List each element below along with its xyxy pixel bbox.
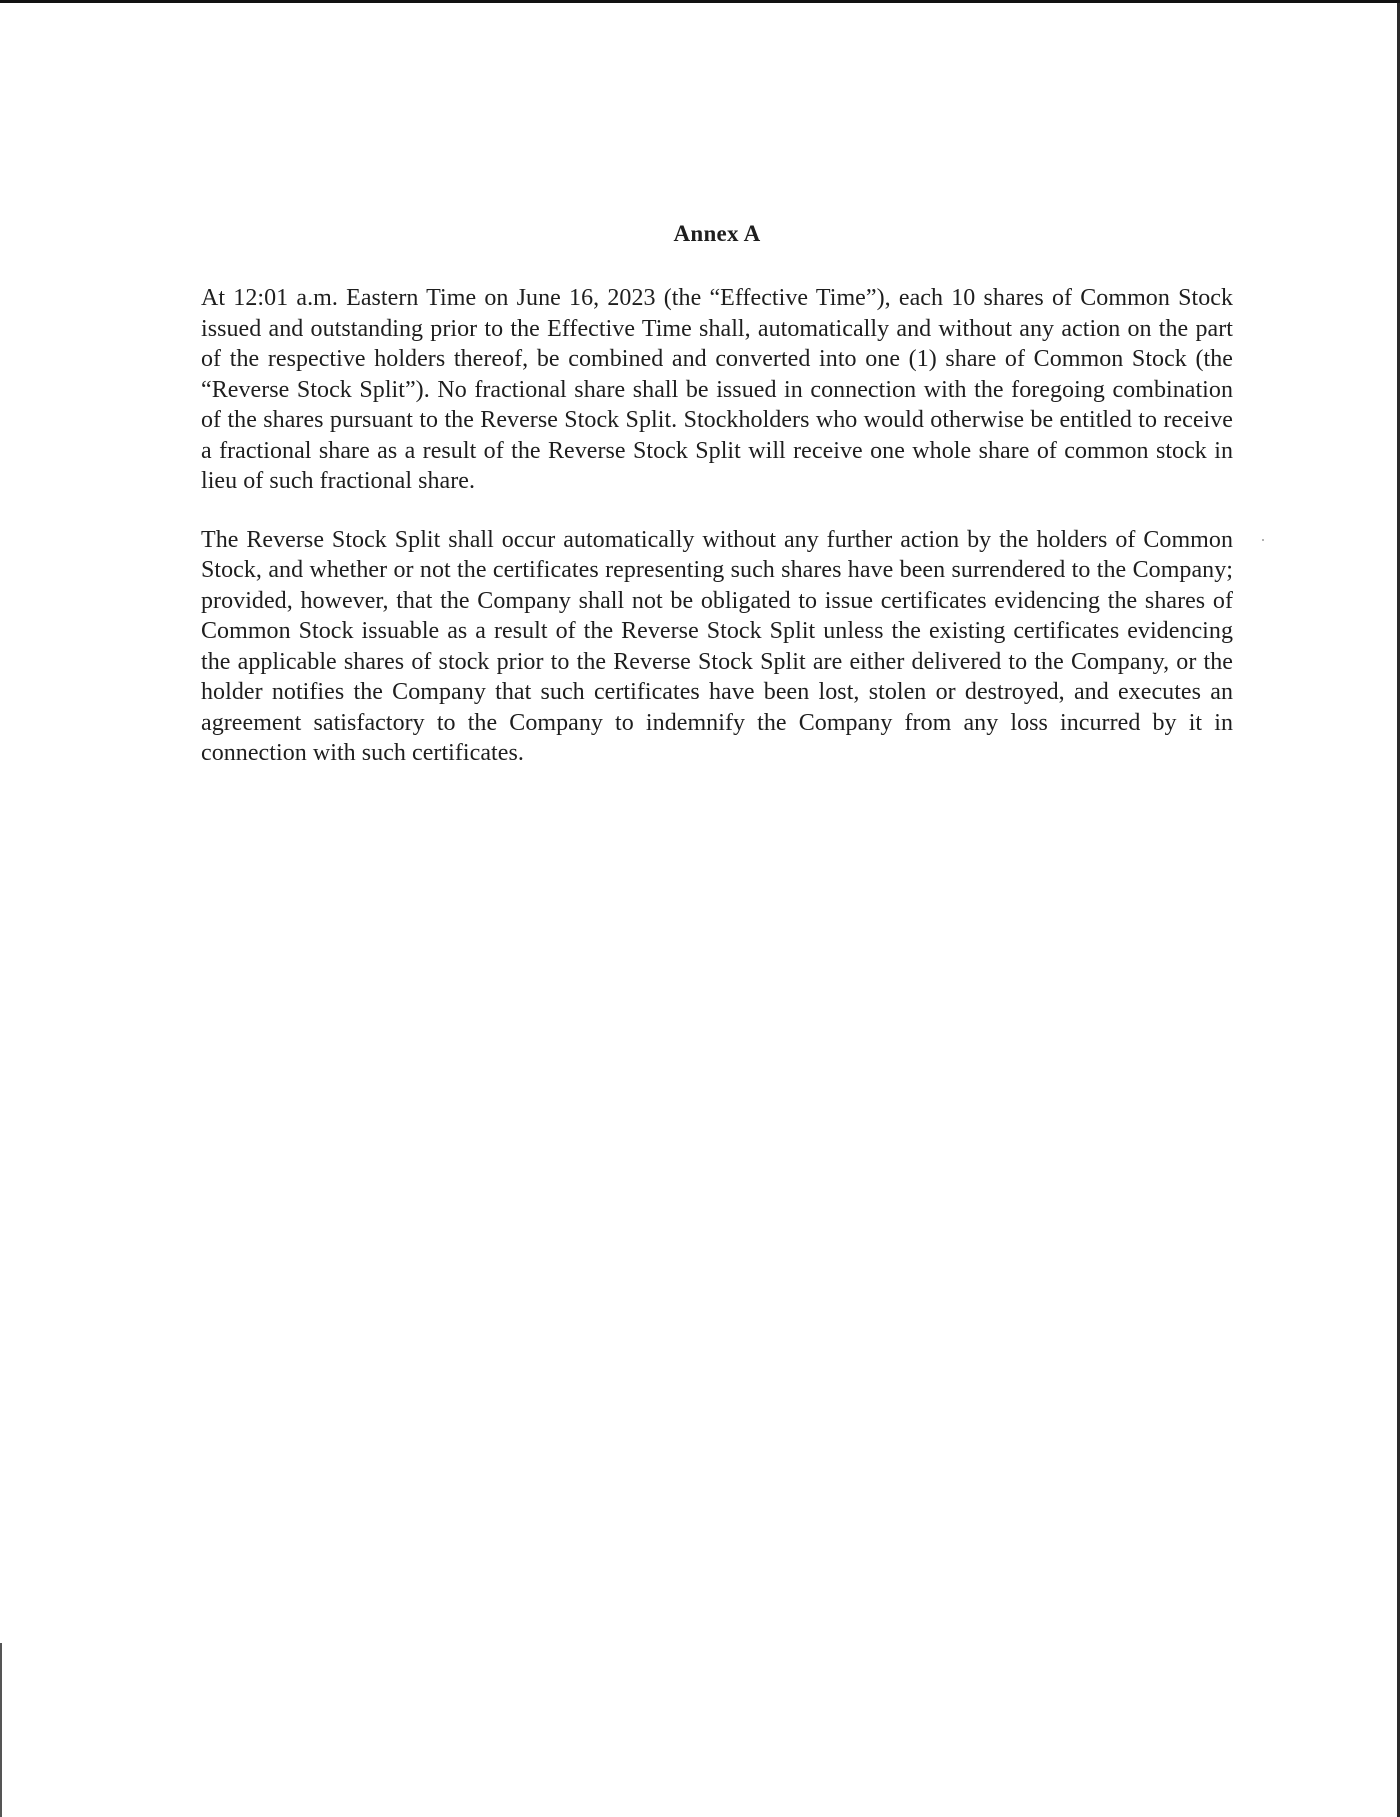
document-body	[201, 215, 1233, 797]
scan-edge-left	[0, 1643, 2, 1817]
paragraph-effective-time: At 12:01 a.m. Eastern Time on June 16, 2023 (the “Effective Time”), each 10 shares of Common Stock issued and outstanding prior to the Effective Time shall, automatically and without any action on the part of the respective holders thereof, be combined and converted into one (1) share of Common Stock (the “Reverse Stock Split”). No fractional share shall be issued in connection with the foregoing combination of the shares pursuant to the Reverse Stock Split. Stockholders who would otherwise be entitled to receive a fractional share as a result of the Reverse Stock Split will receive one whole share of common stock in lieu of such fractional share.	[201, 285, 1233, 494]
annex-title: Annex A	[673, 221, 761, 246]
scan-speck	[1262, 539, 1264, 541]
paragraph-reverse-split: The Reverse Stock Split shall occur automatically without any further action by the holders of Common Stock, and whether or not the certificates representing such shares have been surrendered to the Company; provided, however, that the Company shall not be obligated to issue certificates evidencing the shares of Common Stock issuable as a result of the Reverse Stock Split unless the existing certificates evidencing the applicable shares of stock prior to the Reverse Stock Split are either delivered to the Company, or the holder notifies the Company that such certificates have been lost, stolen or destroyed, and executes an agreement satisfactory to the Company to indemnify the Company from any loss incurred by it in connection with such certificates.	[201, 526, 1233, 766]
